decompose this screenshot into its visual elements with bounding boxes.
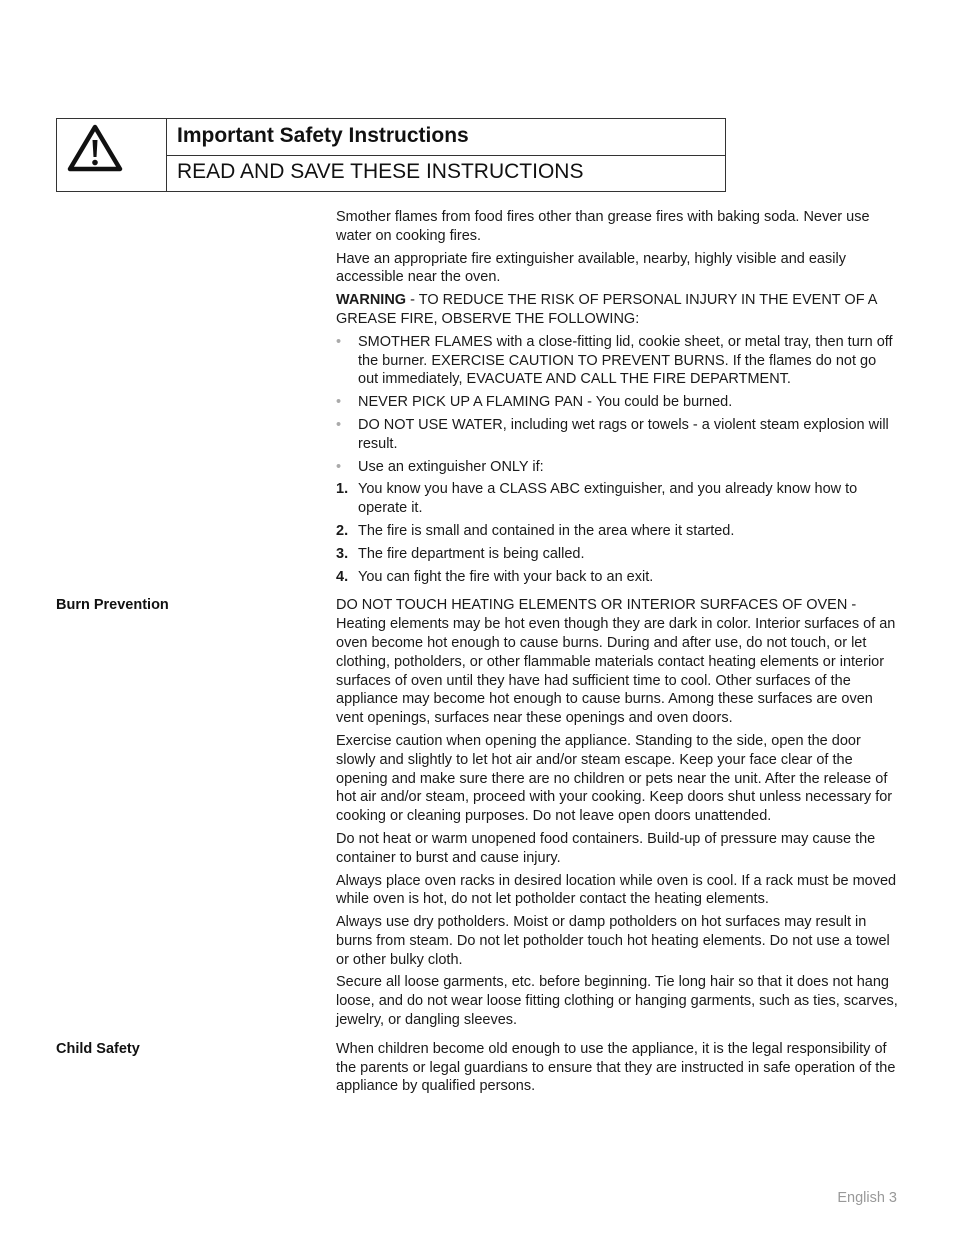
- burn-paragraph: Exercise caution when opening the appliance. Standing to the side, open the door slowly and slightly to let hot air and/or steam escape. Keep your face clear of the opening and make sure there are no children or pets near the unit. After the release of hot air and/or steam, proceed with your cooking. Keep doors shut unless necessary for cooking or cleaning purposes. Do not leave open doors unattended.: [336, 732, 893, 825]
- safety-header-box: [56, 118, 726, 192]
- step-number: 3.: [336, 545, 349, 562]
- step-text: You know you have a CLASS ABC extinguisher, and you already know how to operate it.: [358, 481, 858, 517]
- step-number: 4.: [336, 568, 349, 585]
- header-icon-cell: [57, 119, 167, 191]
- section-child-safety: [0, 1040, 954, 1100]
- list-item: [336, 458, 900, 477]
- bullet-text: Use an extinguisher ONLY if:: [358, 458, 544, 475]
- page-subtitle: READ AND SAVE THESE INSTRUCTIONS: [177, 160, 584, 183]
- burn-paragraph: Secure all loose garments, etc. before beginning. Tie long hair so that it does not hang loose, and do not wear loose fitting clothing or hanging garments, such as ties, scarves, jewelry, or dangling sleeves.: [336, 974, 898, 1029]
- content: [0, 208, 954, 1100]
- section-fire: [0, 208, 954, 590]
- bullet-text: DO NOT USE WATER, including wet rags or towels - a violent steam explosion will result.: [358, 416, 889, 452]
- fire-body: [336, 208, 900, 590]
- step-text: The fire is small and contained in the area where it started.: [358, 522, 735, 539]
- list-item: [336, 416, 900, 454]
- warning-triangle-icon: [67, 123, 123, 173]
- bullet-mark: •: [336, 333, 342, 350]
- warning-label: WARNING: [336, 292, 407, 309]
- burn-prevention-heading: Burn Prevention: [56, 597, 169, 614]
- numbered-item: [336, 522, 900, 541]
- burn-paragraph: Do not heat or warm unopened food containers. Build-up of pressure may cause the container to burst and cause injury.: [336, 830, 876, 866]
- burn-body: [336, 596, 900, 1034]
- warning-paragraph: [336, 291, 900, 329]
- bullet-mark: •: [336, 458, 342, 475]
- bullet-text: NEVER PICK UP A FLAMING PAN - You could be burned.: [358, 394, 733, 411]
- burn-paragraph: Always use dry potholders. Moist or damp potholders on hot surfaces may result in burns from steam. Do not let potholder touch hot heating elements. Do not use a towel or other bulky cloth.: [336, 914, 890, 968]
- bullet-mark: •: [336, 394, 342, 411]
- step-number: 2.: [336, 522, 349, 539]
- page-title: Important Safety Instructions: [167, 119, 725, 156]
- page-number: English 3: [837, 1190, 897, 1206]
- list-item: [336, 333, 900, 389]
- step-number: 1.: [336, 481, 349, 498]
- bullet-mark: •: [336, 416, 342, 433]
- child-paragraph: When children become old enough to use the appliance, it is the legal responsibility of the parents or legal guardians to ensure that they are instructed in safe operation of the appliance by qualified persons.: [336, 1040, 896, 1095]
- fire-paragraph: Smother flames from food fires other than grease fires with baking soda. Never use water on cooking fires.: [336, 209, 870, 244]
- fire-paragraph: Have an appropriate fire extinguisher available, nearby, highly visible and easily accessible near the oven.: [336, 250, 846, 286]
- side-heading-empty: [0, 208, 336, 590]
- child-body: [336, 1040, 900, 1100]
- list-item: [336, 393, 900, 412]
- numbered-item: [336, 480, 900, 518]
- burn-paragraph: DO NOT TOUCH HEATING ELEMENTS OR INTERIOR SURFACES OF OVEN - Heating elements may be hot even though they are dark in color. Interior surfaces of an oven become hot enough to cause burns. During and after use, do not touch, or let clothing, potholders, or other flammable materials contact heating elements or interior surfaces of oven until they have had sufficient time to cool. Other surfaces of the appliance may become hot enough to cause burns. Among these surfaces are oven vent openings, surfaces near these openings and oven doors.: [336, 597, 896, 727]
- bullet-text: SMOTHER FLAMES with a close-fitting lid, cookie sheet, or metal tray, then turn off the burner. EXERCISE CAUTION TO PREVENT BURNS. If the flames do not go out immediately, EVACUATE AND CALL THE FIRE DEPARTMENT.: [358, 333, 893, 388]
- step-text: The fire department is being called.: [358, 545, 585, 562]
- section-burn-prevention: [0, 596, 954, 1034]
- header-text-cell: [167, 119, 725, 191]
- warning-text: - TO REDUCE THE RISK OF PERSONAL INJURY IN THE EVENT OF A GREASE FIRE, OBSERVE THE FOLLOWING:: [336, 292, 877, 327]
- numbered-item: [336, 545, 900, 564]
- child-safety-heading: Child Safety: [56, 1040, 140, 1057]
- step-text: You can fight the fire with your back to an exit.: [358, 568, 654, 585]
- numbered-item: [336, 568, 900, 587]
- burn-paragraph: Always place oven racks in desired location while oven is cool. If a rack must be moved while oven is hot, do not let potholder contact the heating elements.: [336, 872, 897, 908]
